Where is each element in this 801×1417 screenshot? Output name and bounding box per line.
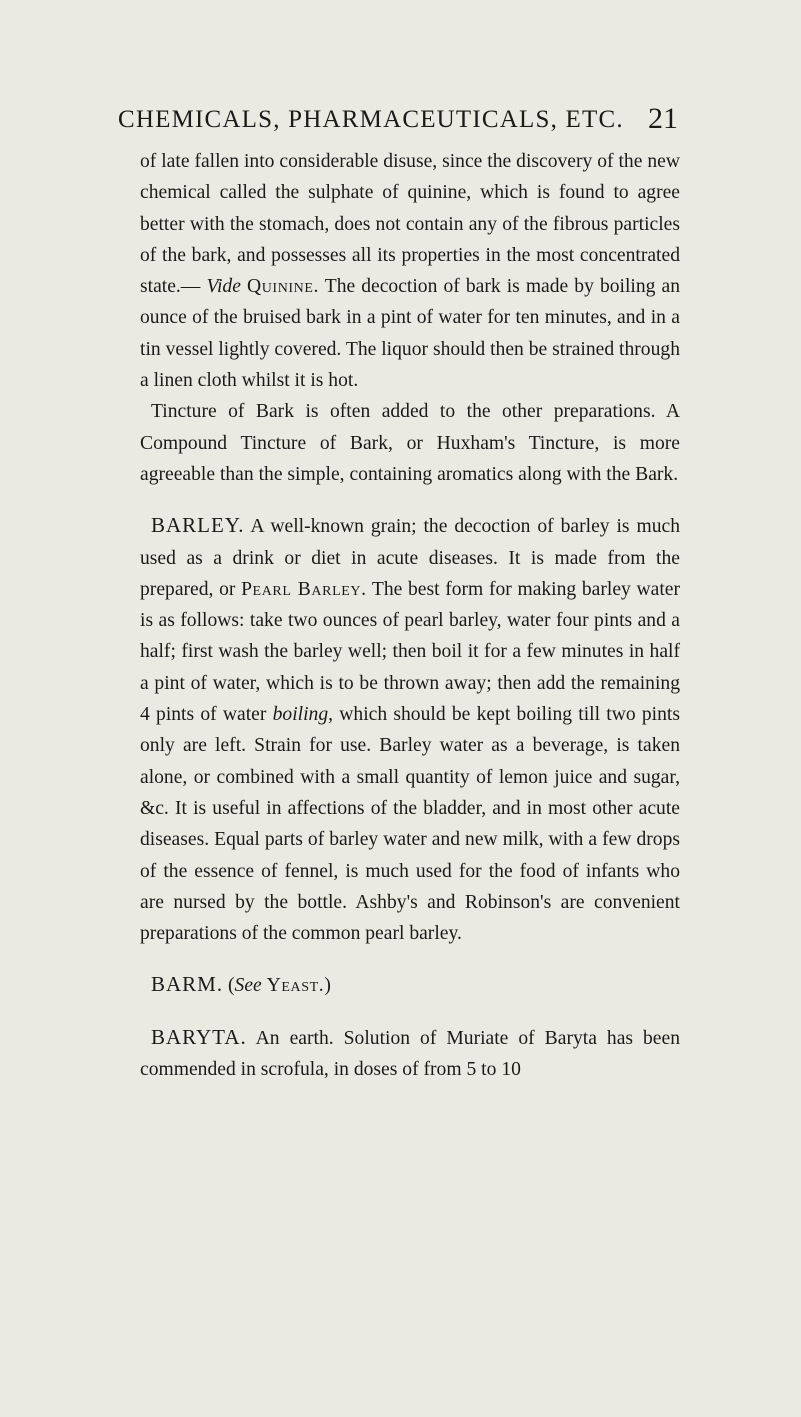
baryta-text: An earth. Solution of Muriate of Baryta has been commended in scrofula, in doses of from 5 to 10: [140, 1027, 680, 1081]
bark-text-a: of late fallen into considerable disuse, since the discovery of the new chemical called the sulphate of quinine, which is found to agree better with the stomach, does not contain any of the fibrous particles of the bark, and possesses all its properties in the most concentrated state.—: [140, 151, 680, 298]
tincture-of-bark-paragraph: Tincture of Bark is often added to the other preparations. A Compound Tincture of Bark, or Huxham's Tincture, is more agreeable than the simple, containing aromatics along with the Bark.: [140, 401, 680, 485]
bark-text-b: The decoction of bark is made by boiling an ounce of the bruised bark in a pint of water for ten minutes, and in a tin vessel lightly covered. The liquor should then be strained through a linen cloth whilst it is hot.: [140, 276, 681, 392]
yeast-cross-reference: Yeast.: [266, 975, 325, 997]
barley-headword: BARLEY.: [151, 513, 245, 538]
baryta-headword: BARYTA.: [151, 1024, 247, 1049]
barm-entry: [140, 969, 680, 1001]
vide-reference: Vide: [206, 276, 241, 298]
barm-close-paren: ): [324, 975, 331, 997]
baryta-entry: [140, 1022, 680, 1086]
page-number: 21: [648, 102, 678, 135]
pearl-barley-reference: Pearl Barley.: [241, 578, 367, 600]
bark-paragraph-continued: [140, 146, 680, 396]
body-text: [140, 146, 680, 1085]
running-title: CHEMICALS, PHARMACEUTICALS, ETC.: [118, 106, 624, 133]
boiling-emphasis: boiling,: [272, 704, 334, 726]
running-head: [118, 102, 678, 142]
see-reference: See: [234, 975, 262, 997]
barley-text-a: A well-known grain; the decoction of barley is much used as a drink or diet in acute diseases. It is made from the prepared, or: [140, 516, 680, 600]
barley-entry: [140, 510, 680, 949]
barm-headword: BARM.: [151, 972, 224, 997]
barley-text-b: The best form for making barley water is as follows: take two ounces of pearl barley, water four pints and a half; first wash the barley well; then boil it for a few minutes in half a pint of water, which is to be thrown away; then add the remaining 4 pints of water: [140, 578, 680, 726]
barley-text-c: which should be kept boiling till two pints only are left. Strain for use. Barley water as a beverage, is taken alone, or combined with a small quantity of lemon juice and sugar, &c. It is useful in affections of the bladder, and in most other acute diseases. Equal parts of barley water and new milk, with a few drops of the essence of fennel, is much used for the food of infants who are nursed by the bottle. Ashby's and Robinson's are convenient preparations of the common pearl barley.: [140, 704, 680, 945]
quinine-cross-reference: Quinine.: [246, 276, 320, 298]
barm-open-paren: (: [223, 975, 235, 997]
